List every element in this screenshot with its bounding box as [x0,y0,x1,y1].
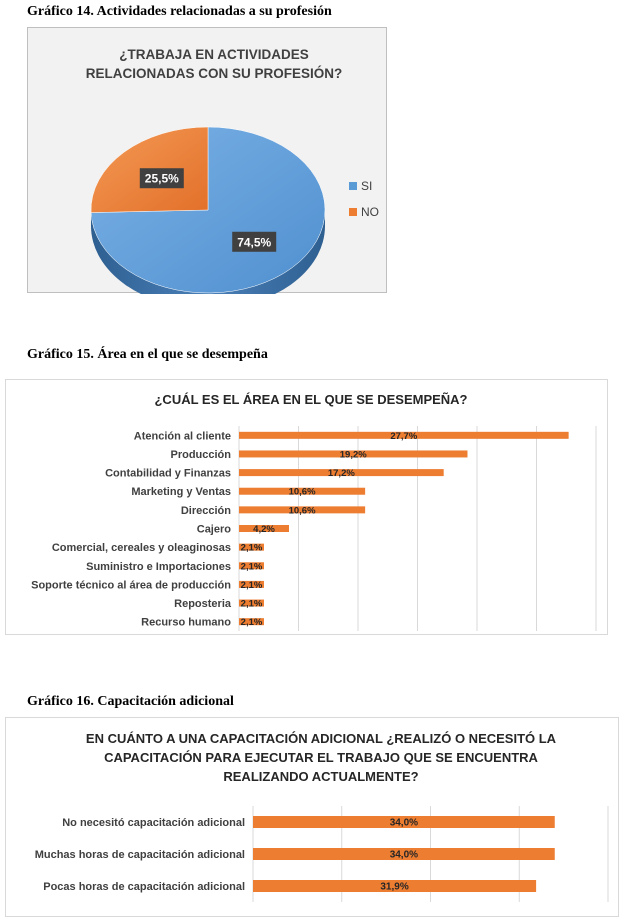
pie-title-line-2: RELACIONADAS CON SU PROFESIÓN? [85,66,343,81]
training-bar-chart-container [5,717,619,917]
category-label: Muchas horas de capacitación adicional [34,849,245,861]
bar-data-label: 27,7% [390,430,418,442]
bar-data-label: 34,0% [389,849,419,861]
bar-data-label: 2,1% [240,598,263,610]
bar-data-label: 19,2% [339,449,367,461]
bar-data-label: 2,1% [240,617,263,629]
pie-data-label-si [232,232,276,252]
category-label: Atención al cliente [133,430,231,443]
figure-16-caption: Gráfico 16. Capacitación adicional [27,694,234,709]
legend-swatch-no [349,208,357,216]
bar-data-label: 2,1% [240,561,263,573]
figure-15-caption: Gráfico 15. Área en el que se desempeña [27,347,268,362]
category-label: Suministro e Importaciones [86,560,231,573]
pie-title-line-1: ¿TRABAJA EN ACTIVIDADES [119,47,309,62]
bar-data-label: 31,9% [380,881,409,893]
svg-text:25,5%: 25,5% [144,171,179,186]
training-bar-chart [6,718,620,918]
legend-label-si: SI [361,179,373,193]
area-bar-chart [6,380,609,636]
bar-data-label: 2,1% [240,579,263,591]
svg-text:74,5%: 74,5% [237,235,272,250]
training-chart-title-line-3: REALIZANDO ACTUALMENTE? [223,769,419,784]
category-label: Contabilidad y Finanzas [105,467,231,480]
category-label: Dirección [180,504,231,517]
training-chart-title-line-1: EN CUÁNTO A UNA CAPACITACIÓN ADICIONAL ¿REALIZÓ O NECESITÓ LA [85,731,557,746]
legend-swatch-si [349,182,357,190]
category-label: Producción [170,448,231,461]
training-chart-title-line-2: CAPACITACIÓN PARA EJECUTAR EL TRABAJO QUE SE ENCUENTRA [104,750,538,765]
area-bar-chart-container [5,379,608,635]
area-chart-title: ¿CUÁL ES EL ÁREA EN EL QUE SE DESEMPEÑA? [154,392,468,407]
pie-chart-container [27,27,387,293]
bar-data-label: 17,2% [327,468,355,480]
category-label: Soporte técnico al área de producción [31,579,231,592]
bar-data-label: 10,6% [288,486,316,498]
category-label: Recurso humano [141,616,231,629]
category-label: No necesitó capacitación adicional [62,817,245,829]
bar-data-label: 34,0% [389,817,419,829]
bar-data-label: 2,1% [240,542,263,554]
category-label: Pocas horas de capacitación adicional [43,881,245,893]
bar-data-label: 4,2% [253,524,275,535]
figure-14-caption: Gráfico 14. Actividades relacionadas a su profesión [27,4,332,19]
pie-data-label-no [140,168,184,188]
legend-label-no: NO [361,205,379,219]
bar-data-label: 10,6% [288,505,316,517]
category-label: Comercial, cereales y oleaginosas [51,542,231,555]
pie-chart [28,28,388,294]
category-label: Reposteria [174,598,231,611]
category-label: Cajero [196,523,231,536]
category-label: Marketing y Ventas [131,486,231,499]
